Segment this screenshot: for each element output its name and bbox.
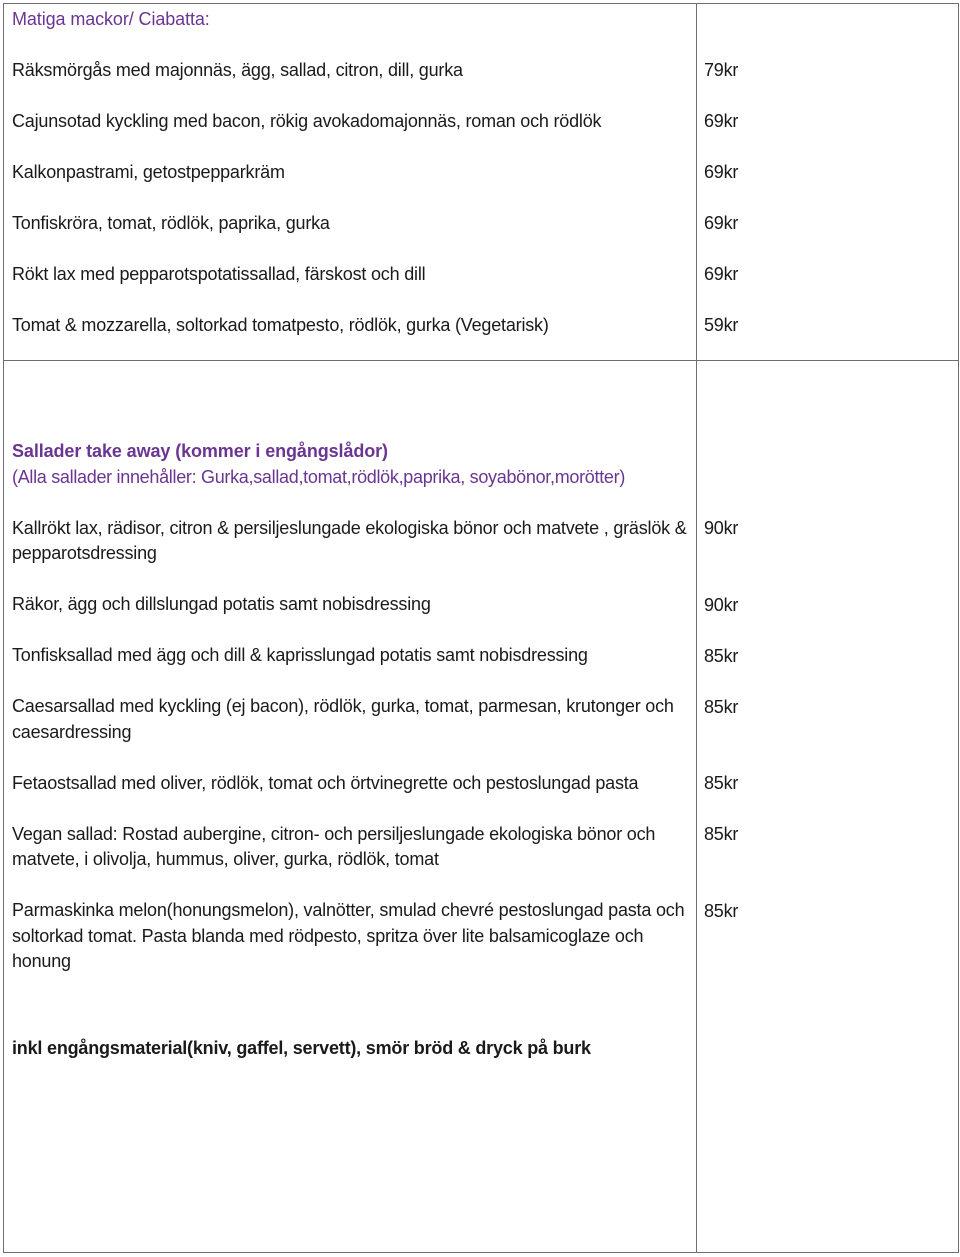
menu-item-name: Räksmörgås med majonnäs, ägg, sallad, citron, dill, gurka (12, 60, 463, 80)
section-sandwiches (4, 4, 959, 361)
menu-item-name: Räkor, ägg och dillslungad potatis samt nobisdressing (12, 594, 431, 614)
salads-description-cell (4, 361, 697, 1253)
menu-item-name: Tonfisksallad med ägg och dill & kaprisslungad potatis samt nobisdressing (12, 645, 588, 665)
menu-item-name: Parmaskinka melon(honungsmelon), valnötter, smulad chevré pestoslungad pasta och soltorkad tomat. Pasta blanda med rödpesto, spritza över lite balsamicoglaze och honung (12, 900, 685, 971)
menu-item-name: Kallrökt lax, rädisor, citron & persiljeslungade ekologiska bönor och matvete , gräslök & pepparotsdressing (12, 517, 687, 563)
sandwiches-price-cell (697, 4, 959, 361)
menu-table (3, 3, 959, 1253)
menu-item-price: 85kr (704, 696, 739, 717)
menu-item-price: 59kr (704, 315, 739, 335)
sandwiches-description-cell (4, 4, 697, 361)
menu-item-price: 85kr (704, 645, 739, 666)
menu-item-price: 69kr (704, 264, 739, 284)
menu-item-name: Tonfiskröra, tomat, rödlök, paprika, gurka (12, 213, 330, 233)
sandwiches-heading: Matiga mackor/ Ciabatta: (12, 9, 210, 29)
menu-item-price: 90kr (704, 594, 739, 615)
menu-item-name: Cajunsotad kyckling med bacon, rökig avokadomajonnäs, roman och rödlök (12, 111, 602, 131)
menu-item-price: 69kr (704, 213, 739, 233)
salads-footer-note: inkl engångsmaterial(kniv, gaffel, servett), smör bröd & dryck på burk (12, 1037, 591, 1058)
menu-item-price: 85kr (704, 773, 739, 793)
menu-item-name: Caesarsallad med kyckling (ej bacon), rödlök, gurka, tomat, parmesan, krutonger och caesardressing (12, 696, 674, 742)
section-salads (4, 361, 959, 1253)
menu-item-price: 90kr (704, 518, 739, 538)
menu-item-name: Kalkonpastrami, getostpepparkräm (12, 162, 285, 182)
menu-item-price: 69kr (704, 111, 739, 131)
menu-item-price: 69kr (704, 162, 739, 182)
menu-item-price: 85kr (704, 900, 739, 921)
menu-item-price: 79kr (704, 60, 739, 80)
menu-item-name: Vegan sallad: Rostad aubergine, citron- och persiljeslungade ekologiska bönor och matvete, i olivolja, hummus, oliver, gurka, rödlök, tomat (12, 823, 656, 869)
menu-item-price: 85kr (704, 824, 739, 844)
menu-item-name: Rökt lax med pepparotspotatissallad, färskost och dill (12, 264, 426, 284)
salads-price-cell (697, 361, 959, 1253)
salads-heading: Sallader take away (kommer i engångslådor) (12, 441, 388, 461)
menu-item-name: Tomat & mozzarella, soltorkad tomatpesto, rödlök, gurka (Vegetarisk) (12, 315, 549, 335)
menu-item-name: Fetaostsallad med oliver, rödlök, tomat och örtvinegrette och pestoslungad pasta (12, 772, 639, 793)
salads-subheading: (Alla sallader innehåller: Gurka,sallad,tomat,rödlök,paprika, soyabönor,morötter) (12, 467, 626, 487)
